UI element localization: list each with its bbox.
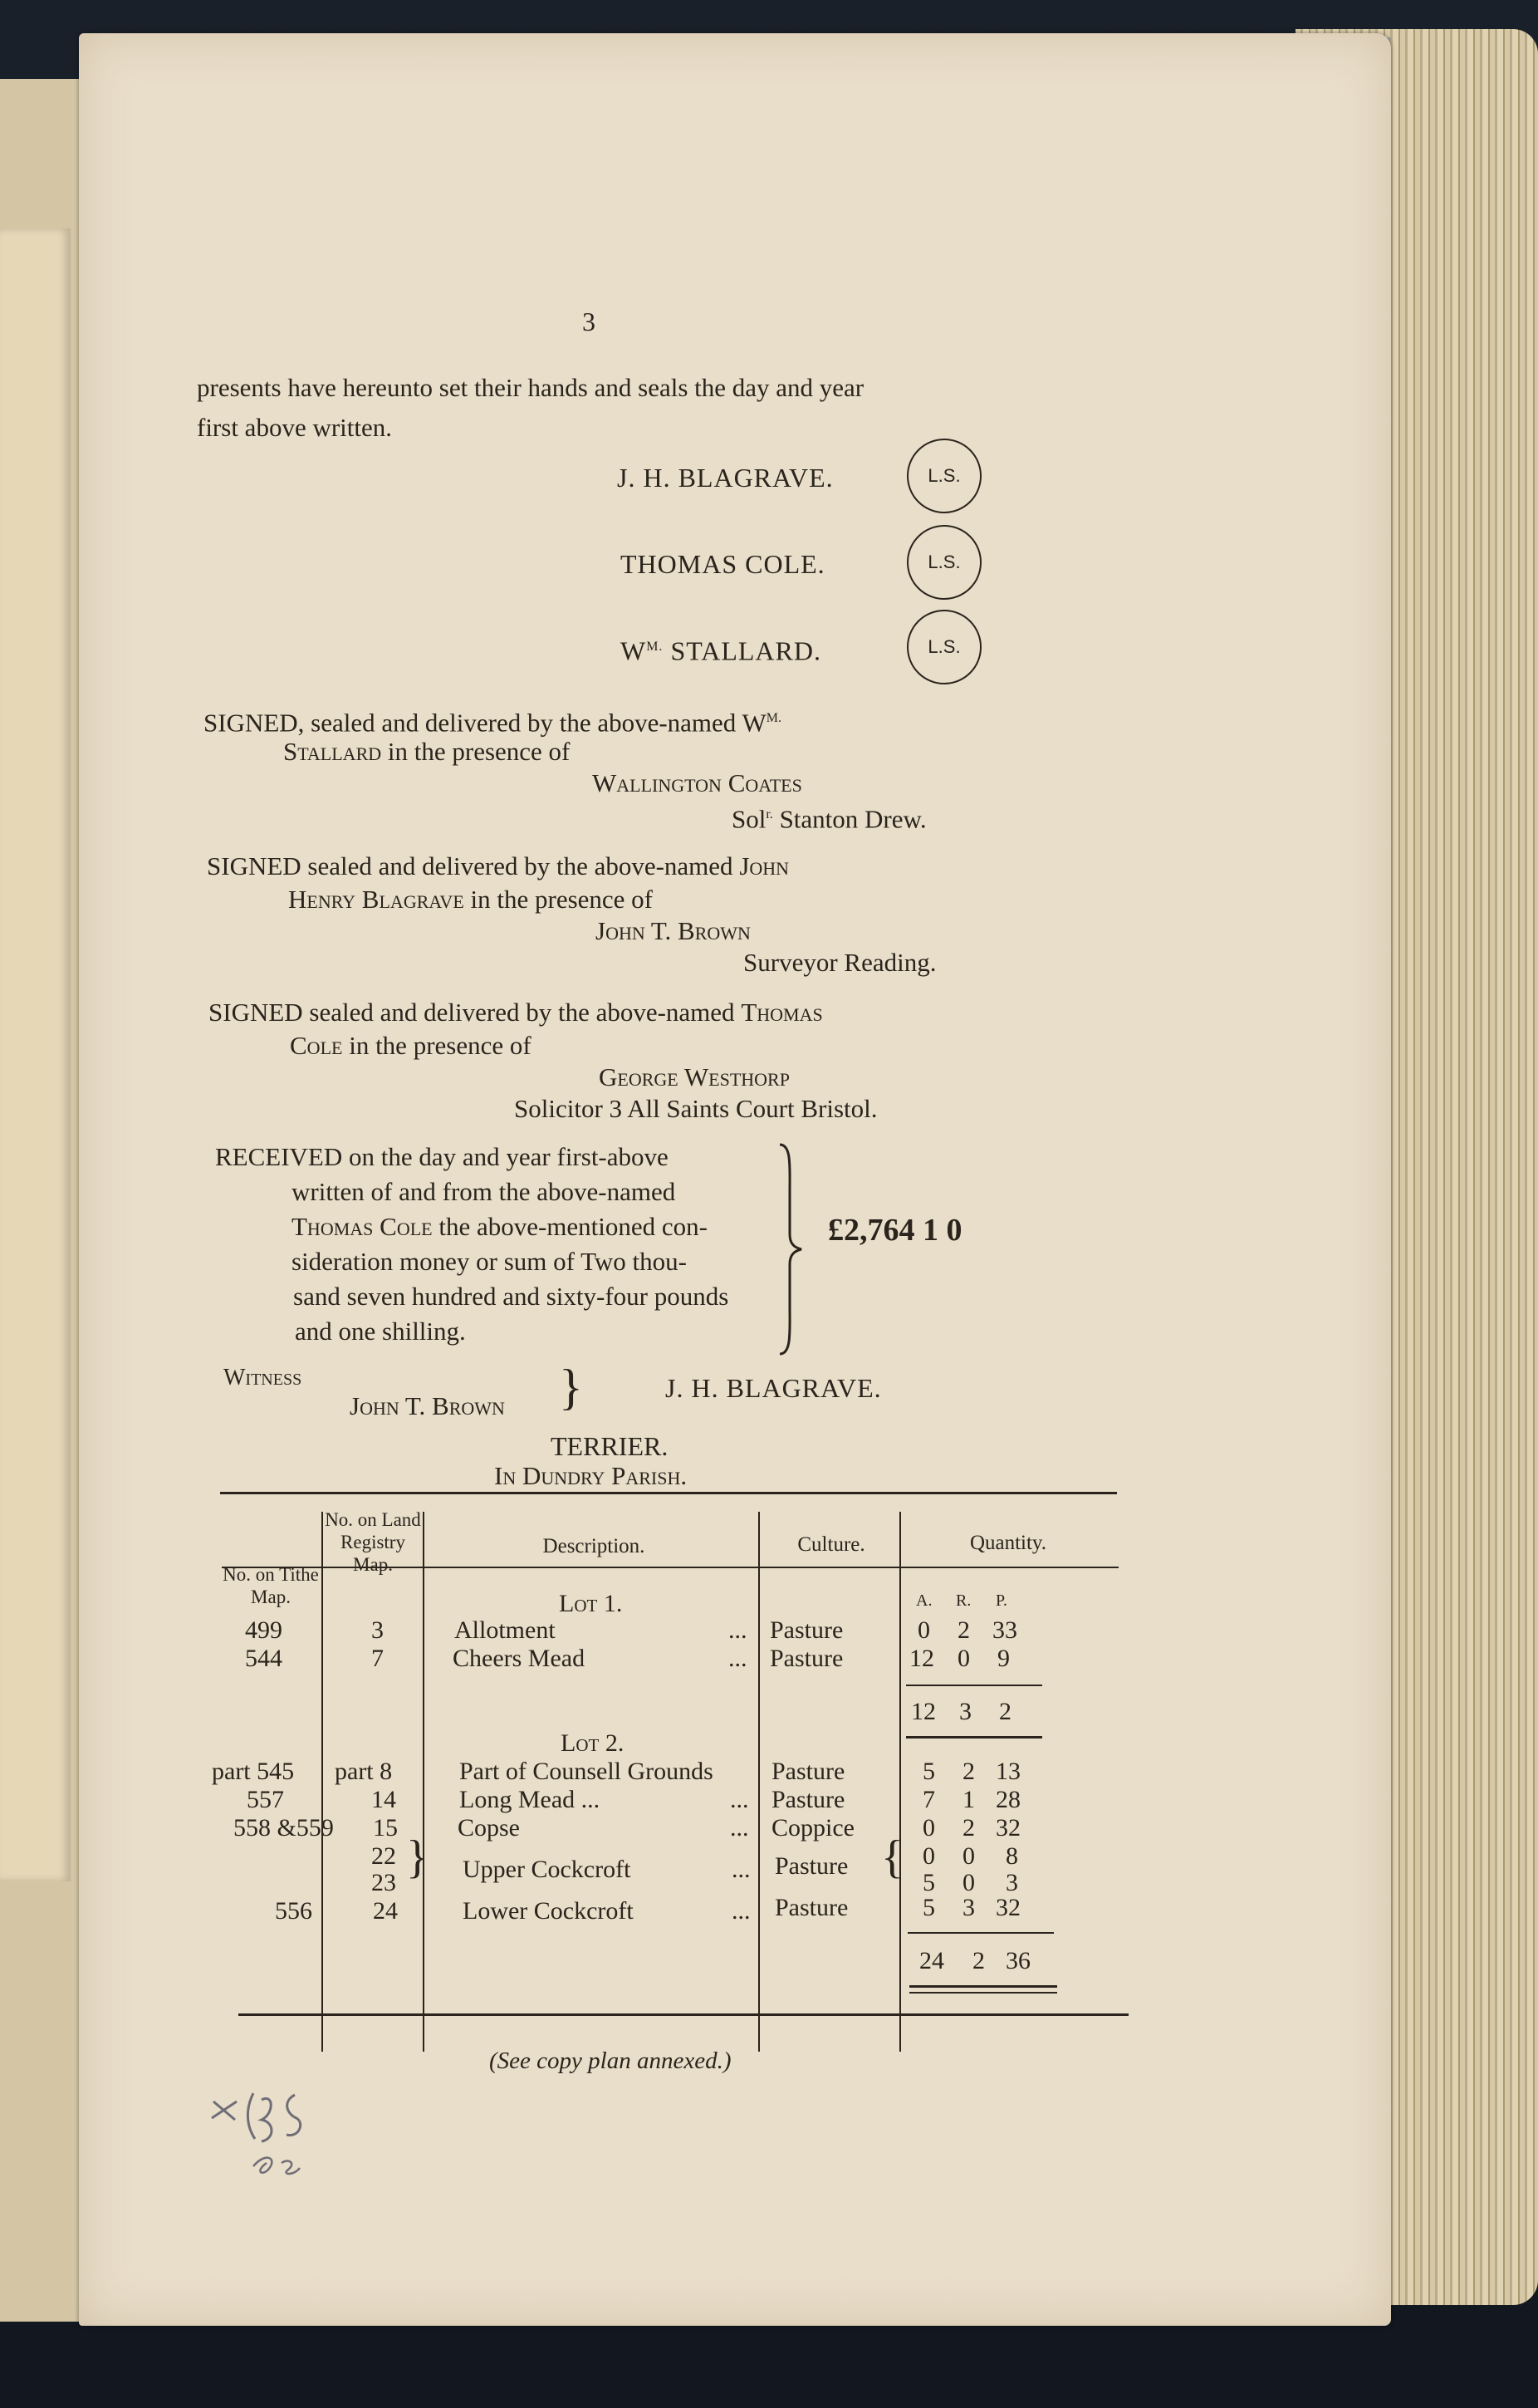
lot2-row5-acres: 5 xyxy=(923,1869,935,1896)
handwritten-mark xyxy=(195,2077,336,2185)
lot1-row1-culture: Pasture xyxy=(770,1616,844,1644)
seal-1: L.S. xyxy=(907,439,982,513)
col-divider-3 xyxy=(758,1512,760,2052)
lot1-row2-perches: 9 xyxy=(997,1645,1010,1672)
lot2-row4-acres: 0 xyxy=(923,1842,935,1870)
lot2-row4-perches: 8 xyxy=(1006,1842,1018,1870)
lot2-row5-culture: Pasture xyxy=(775,1852,849,1880)
lot1-subtotal-rule-top xyxy=(906,1685,1042,1686)
lot2-row4-roods: 0 xyxy=(962,1842,975,1870)
lot2-row5-description: Upper Cockcroft xyxy=(463,1856,631,1883)
lot2-row6-dots: ... xyxy=(732,1897,751,1925)
document-page xyxy=(79,33,1391,2326)
lot2-row6-acres: 5 xyxy=(923,1894,935,1921)
lot1-row2-dots: ... xyxy=(728,1645,747,1672)
attestation-3-line-1: SIGNED sealed and delivered by the above-named Thomas xyxy=(208,998,823,1027)
terrier-title: TERRIER. xyxy=(551,1431,669,1461)
header-quantity: Quantity. xyxy=(969,1532,1047,1554)
seal-2: L.S. xyxy=(907,525,982,600)
col-divider-4 xyxy=(899,1512,901,2052)
header-description: Description. xyxy=(542,1535,645,1557)
receipt-line-1: RECEIVED on the day and year first-above xyxy=(215,1142,669,1171)
witness-brace: } xyxy=(559,1360,583,1415)
attestation-1-line-2: Stallard in the presence of xyxy=(283,737,571,766)
lot2-row5-perches: 3 xyxy=(1006,1869,1018,1896)
lot1-row1-acres: 0 xyxy=(918,1616,930,1644)
attestation-2-line-1: SIGNED sealed and delivered by the above-named John xyxy=(207,851,790,880)
lot2-row1-description: Part of Counsell Grounds xyxy=(459,1758,713,1785)
page-number: 3 xyxy=(582,307,595,336)
lot1-row2-tithe: 544 xyxy=(245,1645,282,1672)
lot2-row2-roods: 1 xyxy=(962,1786,975,1813)
handwritten-mark-drawing xyxy=(195,2077,336,2185)
lot2-row4-registry: 22 xyxy=(371,1842,396,1870)
lot1-row1-roods: 2 xyxy=(958,1616,970,1644)
lot2-row6-perches: 32 xyxy=(996,1894,1021,1921)
lot2-row1-roods: 2 xyxy=(962,1758,975,1785)
lot2-row3-tithe: 558 &559 xyxy=(233,1814,334,1842)
lot1-row1-perches: 33 xyxy=(992,1616,1017,1644)
receipt-brace xyxy=(775,1141,808,1357)
lot2-row5-dots: ... xyxy=(732,1856,751,1883)
lot1-row2-acres: 12 xyxy=(909,1645,934,1672)
lot2-row2-dots: ... xyxy=(730,1786,749,1813)
receipt-amount: £2,764 1 0 xyxy=(828,1213,962,1248)
opening-line-2: first above written. xyxy=(197,413,393,442)
lot2-row6-description: Lower Cockcroft xyxy=(463,1897,634,1925)
lot2-row3-perches: 32 xyxy=(996,1814,1021,1842)
lot2-subtotal-rule-bottom-1 xyxy=(909,1985,1057,1988)
lot2-row2-description: Long Mead ... xyxy=(459,1786,600,1813)
attestation-1-line-1: SIGNED, sealed and delivered by the above-named $W^{M.}$ xyxy=(203,708,781,738)
receipt-line-5: sand seven hundred and sixty-four pounds xyxy=(293,1282,729,1311)
lot2-row3-dots: ... xyxy=(730,1814,749,1842)
left-folded-map-strip xyxy=(0,228,71,1881)
lot2-row6-culture: Pasture xyxy=(775,1894,849,1921)
lot2-row1-acres: 5 xyxy=(923,1758,935,1785)
header-culture: Culture. xyxy=(797,1533,865,1556)
lot1-row1-dots: ... xyxy=(728,1616,747,1644)
footnote: (See copy plan annexed.) xyxy=(489,2048,732,2074)
attestation-2-witness-title: Surveyor Reading. xyxy=(743,948,937,977)
lot2-row1-perches: 13 xyxy=(996,1758,1021,1785)
col-divider-2 xyxy=(423,1512,424,2052)
lot2-row2-perches: 28 xyxy=(996,1786,1021,1813)
lot2-subtotal-rule-bottom-2 xyxy=(909,1992,1057,1994)
lot1-row2-registry: 7 xyxy=(371,1645,384,1672)
lot2-row1-culture: Pasture xyxy=(771,1758,845,1785)
col-divider-1 xyxy=(321,1512,323,2052)
lot2-row3-roods: 2 xyxy=(962,1814,975,1842)
lot1-row2-description: Cheers Mead xyxy=(453,1645,585,1672)
lot2-total-roods: 2 xyxy=(972,1947,985,1974)
attestation-1-witness: Wallington Coates xyxy=(592,768,802,797)
lot1-row1-tithe: 499 xyxy=(245,1616,282,1644)
terrier-subtitle: In Dundry Parish. xyxy=(494,1461,688,1490)
attestation-3-witness: George Westhorp xyxy=(599,1062,790,1091)
lot2-row2-tithe: 557 xyxy=(247,1786,284,1813)
seal-3: L.S. xyxy=(907,610,982,684)
table-top-rule xyxy=(220,1492,1117,1494)
signature-cole: THOMAS COLE. xyxy=(620,549,825,579)
lot1-row2-culture: Pasture xyxy=(770,1645,844,1672)
unit-acres: A. xyxy=(916,1591,933,1610)
attestation-2-line-2: Henry Blagrave in the presence of xyxy=(288,885,653,914)
lot1-total-acres: 12 xyxy=(911,1698,936,1725)
receipt-line-4: sideration money or sum of Two thou- xyxy=(291,1247,687,1276)
signature-stallard: $W^{M.}$ STALLARD. xyxy=(620,635,821,666)
lot-2-heading: Lot 2. xyxy=(561,1729,625,1757)
lot2-row3-culture: Coppice xyxy=(771,1814,855,1842)
lot2-total-acres: 24 xyxy=(919,1947,944,1974)
table-bottom-rule xyxy=(238,2013,1129,2016)
opening-line-1: presents have hereunto set their hands and seals the day and year xyxy=(197,373,865,402)
header-registry-map: No. on Land Registry Map. xyxy=(325,1509,421,1575)
lot2-row6-tithe: 556 xyxy=(275,1897,312,1925)
lot2-subtotal-rule-top xyxy=(908,1932,1054,1934)
header-tithe-map: No. on Tithe Map. xyxy=(223,1564,319,1607)
lot1-row1-description: Allotment xyxy=(454,1616,556,1644)
lot2-row2-culture: Pasture xyxy=(771,1786,845,1813)
lot2-total-perches: 36 xyxy=(1006,1947,1031,1974)
lot1-total-perches: 2 xyxy=(999,1698,1011,1725)
registry-brace: } xyxy=(406,1832,429,1883)
lot1-subtotal-rule-bottom xyxy=(906,1736,1042,1739)
receipt-witness-name: John T. Brown xyxy=(350,1391,505,1420)
attestation-2-witness: John T. Brown xyxy=(595,916,751,945)
lot1-row2-roods: 0 xyxy=(958,1645,970,1672)
lot2-row3-description: Copse xyxy=(458,1814,520,1842)
lot1-row1-registry: 3 xyxy=(371,1616,384,1644)
lot1-total-roods: 3 xyxy=(959,1698,972,1725)
receipt-line-2: written of and from the above-named xyxy=(291,1177,676,1206)
lot2-row6-registry: 24 xyxy=(373,1897,398,1925)
receipt-signature: J. H. BLAGRAVE. xyxy=(665,1373,882,1403)
lot2-row3-registry: 15 xyxy=(373,1814,398,1842)
attestation-1-witness-title: Sol$^{r.}$ Stanton Drew. xyxy=(732,804,927,834)
lot2-row6-roods: 3 xyxy=(962,1894,975,1921)
signature-blagrave: J. H. BLAGRAVE. xyxy=(617,463,834,493)
lot2-row1-tithe: part 545 xyxy=(212,1758,295,1785)
quantity-brace: { xyxy=(881,1832,904,1883)
attestation-3-line-2: Cole in the presence of xyxy=(290,1031,531,1060)
lot2-row1-registry: part 8 xyxy=(335,1758,393,1785)
receipt-witness-label: Witness xyxy=(223,1365,302,1390)
receipt-line-3: Thomas Cole the above-mentioned con- xyxy=(291,1212,708,1241)
receipt-line-6: and one shilling. xyxy=(295,1317,466,1346)
lot2-row5-roods: 0 xyxy=(962,1869,975,1896)
lot2-row2-registry: 14 xyxy=(371,1786,396,1813)
lot2-row5-registry: 23 xyxy=(371,1869,396,1896)
lot2-row3-acres: 0 xyxy=(923,1814,935,1842)
attestation-3-witness-title: Solicitor 3 All Saints Court Bristol. xyxy=(514,1094,878,1123)
lot2-row2-acres: 7 xyxy=(923,1786,935,1813)
lot-1-heading: Lot 1. xyxy=(559,1590,623,1617)
unit-perches: P. xyxy=(996,1591,1007,1610)
unit-roods: R. xyxy=(956,1591,972,1610)
